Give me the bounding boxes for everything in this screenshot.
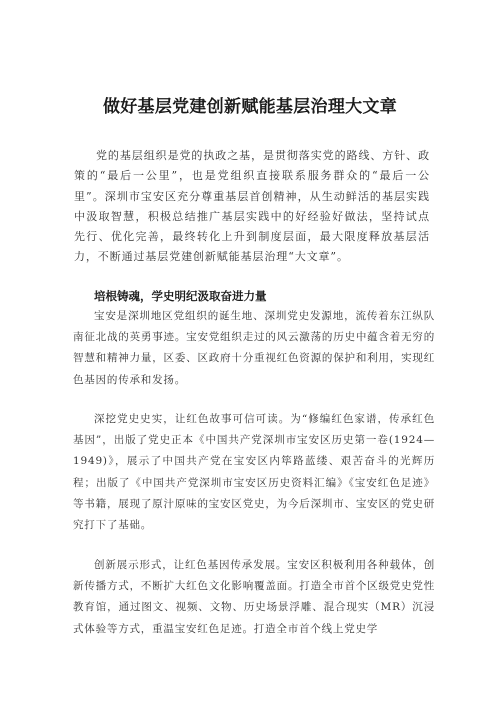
- body-paragraph-2: 深挖党史史实，让红色故事可信可读。为“修编红色家谱，传承红色基因”，出版了党史正本《中国共产党深圳市宝安区历史第一卷(1924—1949)》，展示了中国共产党在宝安区内筚路蓝缕、艰苦奋斗的光辉历程；出版了《中国共产党深圳市宝安区历史资料汇编》《宝安红色足迹》等书籍，展现了原汁原味的宝安区党史，为今后深圳市、宝安区的党史研究打下了基础。: [73, 413, 435, 532]
- body-paragraph-1: 宝安是深圳地区党组织的诞生地、深圳党史发源地，流传着东江纵队南征北战的英勇事迹。宝安党组织走过的风云激荡的历史中蕴含着无穷的智慧和精神力量，区委、区政府十分重视红色资源的保护和利用，实现红色基因的传承和发扬。: [73, 310, 435, 386]
- document-title: 做好基层党建创新赋能基层治理大文章: [102, 97, 398, 117]
- section-heading: 培根铸魂，学史明纪汲取奋进力量: [94, 289, 267, 303]
- intro-paragraph: 党的基层组织是党的执政之基，是贯彻落实党的路线、方针、政策的“最后一公里”，也是党组织直接联系服务群众的“最后一公里”。深圳市宝安区充分尊重基层首创精神，从生动鲜活的基层实践中汲取智慧，积极总结推广基层实践中的好经验好做法，坚持试点先行、优化完善，最终转化上升到制度层面，最大限度释放基层活力，不断通过基层党建创新赋能基层治理“大文章”。: [74, 149, 430, 264]
- body-paragraph-3: 创新展示形式，让红色基因传承发展。宝安区积极利用各种载体，创新传播方式，不断扩大红色文化影响覆盖面。打造全市首个区级党史党性教育馆，通过图文、视频、文物、历史场景浮雕、混合现实（MR）沉浸式体验等方式，重温宝安红色足迹。打造全市首个线上党史学: [73, 559, 435, 635]
